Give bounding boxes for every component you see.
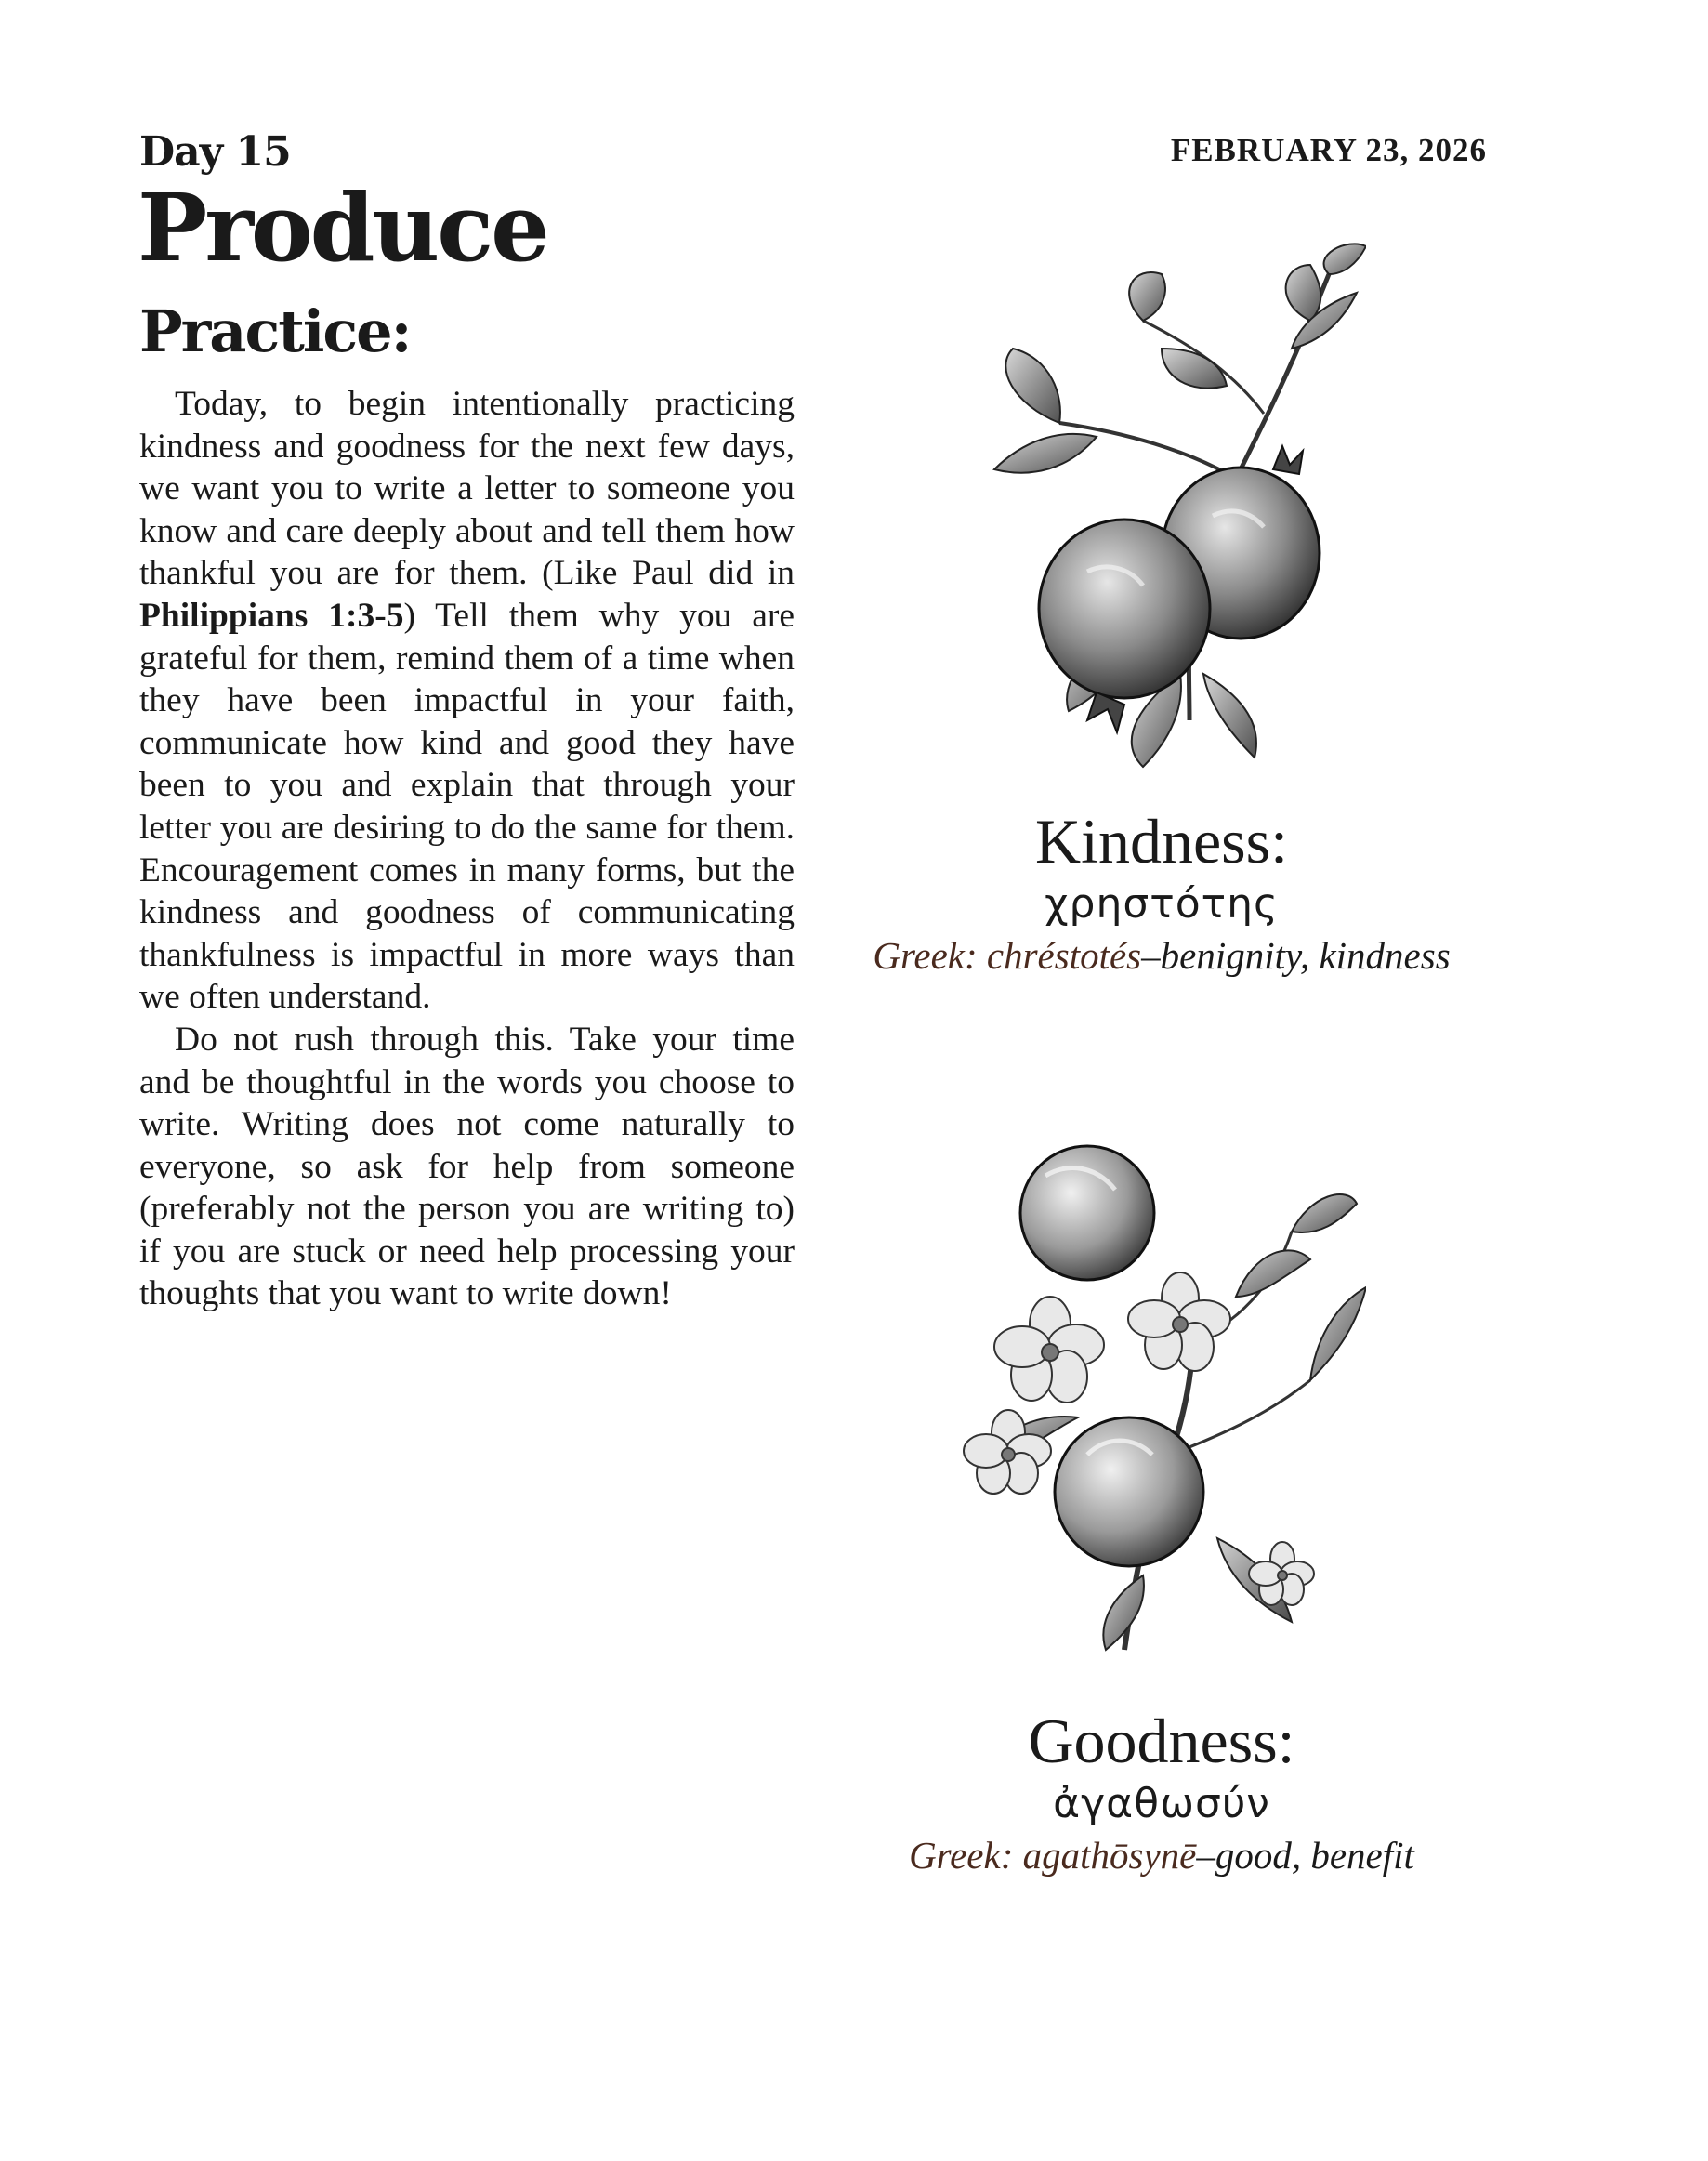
- scripture-reference: Philippians 1:3-5: [139, 596, 404, 635]
- paragraph-1-text-after: ) Tell them why you are grateful for them, remind them of a time when they have been impactful in your faith, communicate how kind and good they have been to you and explain that through your letter you are desiring to do the same for them. Encouragement comes in many forms, but the kindness and goodness of communicating thankfulness is impactful in more ways than we often understand.: [139, 596, 795, 1017]
- goodness-gloss-label: Greek: agathōsynē: [909, 1834, 1197, 1878]
- goodness-gloss-meaning: –good, benefit: [1196, 1834, 1414, 1878]
- kindness-block: [836, 807, 1487, 981]
- goodness-gloss: [836, 1831, 1487, 1880]
- practice-heading: Practice:: [139, 297, 411, 365]
- pomegranate-illustration-icon: [957, 237, 1366, 776]
- day-label: Day 15: [139, 128, 291, 176]
- peach-blossom-illustration-icon: [957, 1139, 1366, 1659]
- goodness-greek: ἀγαθωσύν: [1053, 1779, 1270, 1827]
- kindness-greek: χρηστότης: [1045, 879, 1279, 928]
- kindness-heading: Kindness:: [1035, 806, 1288, 876]
- kindness-gloss-meaning: –benignity, kindness: [1141, 934, 1451, 978]
- date-label: FEBRUARY 23, 2026: [1170, 132, 1487, 168]
- kindness-gloss-label: Greek: chréstotés: [873, 934, 1142, 978]
- goodness-heading: Goodness:: [1028, 1706, 1295, 1776]
- page-title: Produce: [138, 173, 547, 283]
- goodness-block: [836, 1706, 1487, 1880]
- kindness-gloss: [836, 931, 1487, 981]
- practice-paragraph-2: Do not rush through this. Take your time and be thoughtful in the words you choose to write. Writing does not come naturally to everyone, so ask for help from someone (preferably not the person you are writing to) if you are stuck or need help processing your thoughts that you want to write down!: [139, 1020, 795, 1313]
- practice-body: [139, 383, 795, 1315]
- paragraph-1-text-before: Today, to begin intentionally practicing kindness and goodness for the next few days, we want you to write a letter to someone you know and care deeply about and tell them how thankful you are for them. (Like Paul did in: [139, 385, 795, 593]
- practice-paragraph-1: [139, 383, 795, 1019]
